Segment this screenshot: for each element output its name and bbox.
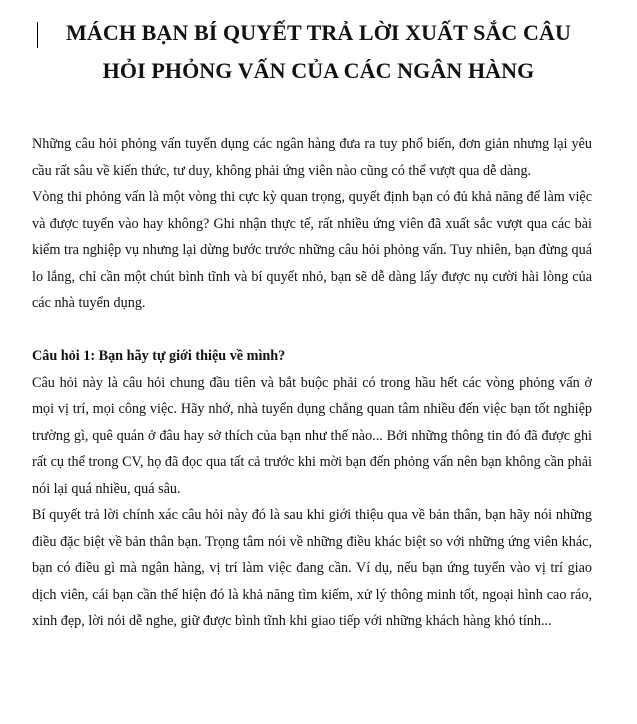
document-title	[20, 14, 617, 90]
question-1-paragraph-2: Bí quyết trả lời chính xác câu hỏi này đó là sau khi giới thiệu qua về bản thân, bạn hãy nói những điều đặc biệt về bản thân bạn. Trọng tâm nói về những điều khác biệt so với những ứng viên khác, bạn có điều gì mà ngân hàng, vị trí làm việc đang cần. Ví dụ, nếu bạn ứng tuyển vào vị trí giao dịch viên, cái bạn cần thể hiện đó là khả năng tìm kiếm, xử lý thông minh tốt, ngoại hình cao ráo, xinh đẹp, lời nói dễ nghe, giữ được bình tĩnh khi giao tiếp với những khách hàng khó tính...	[32, 507, 592, 629]
document-body	[32, 131, 592, 635]
paragraph-spacer	[32, 317, 592, 344]
intro-paragraph-2: Vòng thi phỏng vấn là một vòng thi cực kỳ quan trọng, quyết định bạn có đủ khả năng để làm việc và được tuyển vào hay không? Ghi nhận thực tế, rất nhiều ứng viên đã xuất sắc vượt qua các bài kiểm tra nghiệp vụ nhưng lại dừng bước trước những câu hỏi phỏng vấn. Tuy nhiên, bạn đừng quá lo lắng, chỉ cần một chút bình tĩnh và bí quyết nhỏ, bạn sẽ dễ dàng lấy được nụ cười hài lòng của các nhà tuyển dụng.	[32, 189, 592, 311]
question-1-heading: Câu hỏi 1: Bạn hãy tự giới thiệu về mình?	[32, 348, 286, 364]
intro-paragraph-1: Những câu hỏi phỏng vấn tuyển dụng các ngân hàng đưa ra tuy phổ biến, đơn giản nhưng lại yêu cầu rất sâu về kiến thức, tư duy, không phải ứng viên nào cũng có thể vượt qua dễ dàng.	[32, 136, 592, 179]
question-1-paragraph-1: Câu hỏi này là câu hỏi chung đầu tiên và bắt buộc phải có trong hầu hết các vòng phỏng vấn ở mọi vị trí, mọi công việc. Hãy nhớ, nhà tuyển dụng chẳng quan tâm nhiều đến việc bạn tốt nghiệp trường gì, quê quán ở đâu hay sở thích của bạn như thế nào... Bởi những thông tin đó đã được ghi rất cụ thể trong CV, họ đã đọc qua tất cả trước khi mời bạn đến phỏng vấn nên bạn không cần phải nói lại quá nhiều, quá sâu.	[32, 374, 592, 497]
title-line-1: MÁCH BẠN BÍ QUYẾT TRẢ LỜI XUẤT SẮC CÂU	[66, 20, 571, 45]
title-line-2: HỎI PHỎNG VẤN CỦA CÁC NGÂN HÀNG	[102, 58, 535, 83]
